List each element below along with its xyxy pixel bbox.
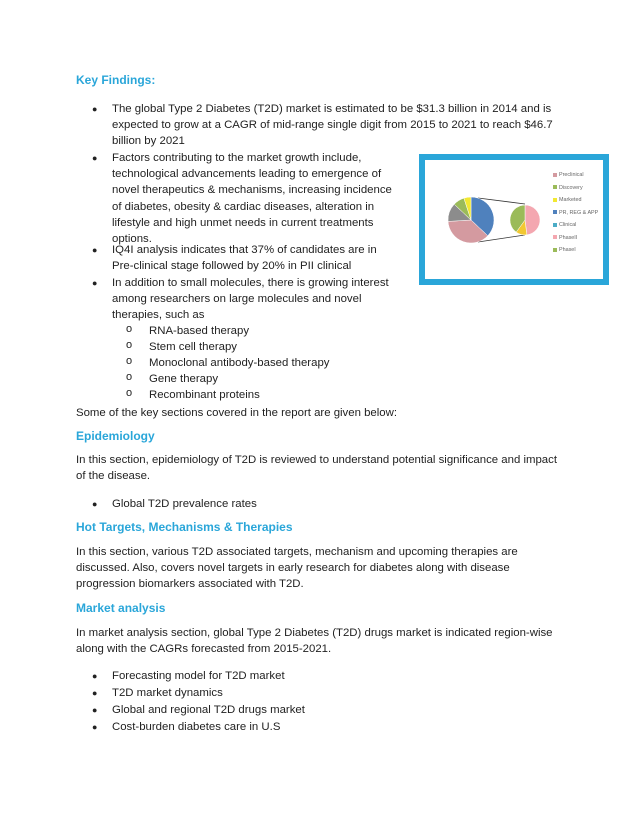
sub-bullet-icon: o xyxy=(126,323,133,335)
legend-label: Clinical xyxy=(559,222,577,228)
epidemiology-bullet: Global T2D prevalence rates xyxy=(112,498,257,510)
sub-item: RNA-based therapy xyxy=(149,325,250,337)
legend-item xyxy=(553,222,576,228)
bullet-icon: ● xyxy=(92,245,98,255)
legend-label: Preclinical xyxy=(559,172,584,178)
finding-4: In addition to small molecules, there is growing interest among researchers on large molecules and novel therapies, such as xyxy=(112,277,389,322)
legend-swatch xyxy=(553,185,557,189)
intro-text: Some of the key sections covered in the report are given below: xyxy=(76,407,398,419)
market-bullet: T2D market dynamics xyxy=(112,687,223,699)
sub-bullet-icon: o xyxy=(126,355,133,367)
bullet-icon: ● xyxy=(92,278,98,288)
sub-item: Gene therapy xyxy=(149,373,219,385)
legend-label: Discovery xyxy=(559,184,583,191)
bullet-icon: ● xyxy=(92,688,98,698)
legend-swatch xyxy=(553,173,557,177)
legend-label: PhaseII xyxy=(559,234,578,241)
finding-3: IQ4I analysis indicates that 37% of candidates are in Pre-clinical stage followed by 20% in PII clinical xyxy=(112,244,377,273)
bullet-icon: ● xyxy=(92,104,98,114)
legend-swatch xyxy=(553,198,557,202)
bullet-icon: ● xyxy=(92,705,98,715)
market-bullet: Cost-burden diabetes care in U.S xyxy=(112,721,281,733)
legend-item xyxy=(553,197,581,203)
legend-swatch xyxy=(553,235,557,239)
epidemiology-heading: Epidemiology xyxy=(76,429,155,443)
market-bullet: Forecasting model for T2D market xyxy=(112,670,285,682)
legend-item xyxy=(553,172,584,178)
legend-item xyxy=(553,185,583,191)
legend-label: Marketed xyxy=(559,197,582,203)
legend-item xyxy=(553,247,576,253)
legend-label: PR, REG & APP xyxy=(559,209,599,216)
legend-label: PhaseI xyxy=(559,247,576,253)
legend-item xyxy=(553,210,598,216)
bullet-icon: ● xyxy=(92,499,98,509)
legend-swatch xyxy=(553,210,557,214)
hot-targets-heading: Hot Targets, Mechanisms & Therapies xyxy=(76,520,293,534)
bullet-icon: ● xyxy=(92,722,98,732)
finding-1: The global Type 2 Diabetes (T2D) market is estimated to be $31.3 billion in 2014 and is expected to grow at a CAGR of mid-range single digit from 2015 to 2021 to reach $46.7 billion by 2021 xyxy=(112,103,553,148)
sub-bullet-icon: o xyxy=(126,387,133,399)
sub-item: Recombinant proteins xyxy=(149,389,260,401)
key-findings-heading: Key Findings: xyxy=(76,73,156,87)
hot-targets-text: In this section, various T2D associated targets, mechanism and upcoming therapies are discussed. Also, covers novel targets in early research for diabetes along with disease progression biomarkers associated with T2D. xyxy=(76,546,518,591)
bullet-icon: ● xyxy=(92,671,98,681)
pipeline-chart xyxy=(419,154,609,285)
finding-2: Factors contributing to the market growth include, technological advancements leading to emergence of novel therapeutics & mechanisms, increasing incidence of diabetes, obesity & cardiac diseases, alteration in lifestyle and high unmet needs in current treatments options. xyxy=(112,152,392,246)
sub-item: Stem cell therapy xyxy=(149,341,237,353)
legend-swatch xyxy=(553,248,557,252)
bullet-icon: ● xyxy=(92,153,98,163)
market-analysis-heading: Market analysis xyxy=(76,601,166,615)
sub-bullet-icon: o xyxy=(126,371,133,383)
sub-bullet-icon: o xyxy=(126,339,133,351)
market-analysis-text: In market analysis section, global Type 2 Diabetes (T2D) drugs market is indicated region-wise along with the CAGRs forecasted from 2015-2021. xyxy=(76,627,553,656)
legend-item xyxy=(553,235,577,241)
market-bullet: Global and regional T2D drugs market xyxy=(112,704,305,716)
legend-swatch xyxy=(553,223,557,227)
sub-item: Monoclonal antibody-based therapy xyxy=(149,357,330,369)
epidemiology-text: In this section, epidemiology of T2D is reviewed to understand potential significance and impact of the disease. xyxy=(76,454,557,483)
chart-area xyxy=(425,160,603,279)
secondary-slice-phaseii xyxy=(525,205,540,235)
